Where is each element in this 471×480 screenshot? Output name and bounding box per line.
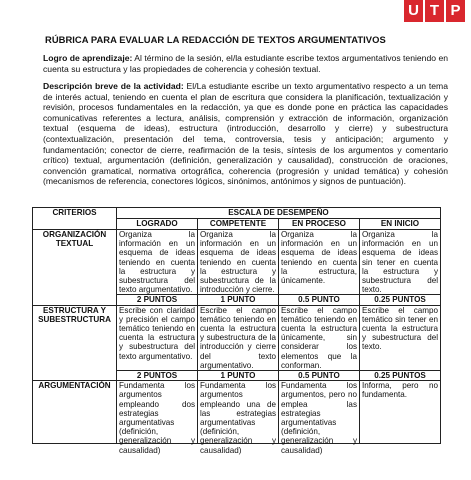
criterion-cell: ARGUMENTACIÓN <box>33 381 117 444</box>
criterios-header: CRITERIOS <box>33 208 117 230</box>
utp-logo <box>404 0 465 22</box>
logo-letter-u: U <box>404 0 423 22</box>
descriptor-text: Fundamenta los argumentos empleando una de las estrategias argumentativas (definición, generalización y causalidad) <box>200 381 276 455</box>
points-cell: 2 PUNTOS <box>117 295 198 305</box>
activity-description-text: El/La estudiante escribe un texto argumentativo respecto a un tema de interés actual, teniendo en cuenta el plan de escritura que considera la planificación, textualización y revisión, procesos fundamentales en la redacción, ya que es donde pone en práctica las capacidades comunicativas referentes a lectura, análisis, comprensión y extracción de información, organización textual (esquema de ideas), estructura (introducción, desarrollo y cierre) y subestructura (contextualización, presentación del tema, controversia, tesis y anticipación; argumento y fundamentación; conector de cierre, reafirmación de la tesis, síntesis de los argumentos y comentario crítico) textual, argumentación (definición, generalización y causalidad), construcción de oraciones, convención gramatical, normativa ortográfica, coherencia (progresión y unidad temática) y cohesión (mecanismos de referencia, conectores lógicos, sinónimos, antónimos y signos de puntuación). <box>43 81 448 187</box>
descriptor-cell: Escribe el campo temático sin tener en cuenta la estructura y subestructura del texto. <box>360 305 441 370</box>
descriptor-cell: Organiza la información en un esquema de ideas teniendo en cuenta la estructura y subestructura del texto argumentativo. <box>117 230 198 295</box>
table-row <box>33 305 441 370</box>
points-cell: 2 PUNTOS <box>117 371 198 381</box>
descriptor-text: Fundamenta los argumentos, pero no emplea las estrategias argumentativas (definición, generalización y causalidad) <box>281 381 357 455</box>
points-cell: 0.25 PUNTOS <box>360 295 441 305</box>
rubric-table <box>32 207 441 455</box>
descriptor-cell <box>279 381 360 455</box>
learning-outcome-paragraph <box>43 53 448 74</box>
learning-outcome-label: Logro de aprendizaje: <box>43 53 133 63</box>
points-cell: 0.5 PUNTO <box>279 295 360 305</box>
table-header-row <box>33 208 441 219</box>
level-header-competente: COMPETENTE <box>198 219 279 230</box>
descriptor-text: Informa, pero no fundamenta. <box>362 381 438 400</box>
activity-description-paragraph <box>43 81 448 187</box>
descriptor-cell: Escribe el campo temático teniendo en cuenta la estructura únicamente, sin considerar los elementos que la conforman. <box>279 305 360 370</box>
logo-letter-p: P <box>446 0 465 22</box>
descriptor-cell <box>360 381 441 444</box>
descriptor-cell: Escribe el campo temático teniendo en cuenta la estructura y subestructura de la introducción y cierre del texto argumentativo. <box>198 305 279 370</box>
level-header-logrado: LOGRADO <box>117 219 198 230</box>
learning-outcome-text: Al término de la sesión, el/la estudiante escribe textos argumentativos teniendo en cuenta su estructura y las propiedades de coherencia y cohesión textual. <box>43 53 448 74</box>
points-cell: 1 PUNTO <box>198 371 279 381</box>
points-cell: 0.5 PUNTO <box>279 371 360 381</box>
descriptor-cell: Escribe con claridad y precisión el campo temático teniendo en cuenta la estructura y subestructura del texto argumentativo. <box>117 305 198 370</box>
descriptor-cell: Organiza la información en un esquema de ideas sin tener en cuenta la estructura y subestructura del texto. <box>360 230 441 295</box>
logo-letter-t: T <box>425 0 444 22</box>
level-header-en-inicio: EN INICIO <box>360 219 441 230</box>
escala-header: ESCALA DE DESEMPEÑO <box>117 208 441 219</box>
points-cell: 1 PUNTO <box>198 295 279 305</box>
descriptor-cell <box>117 381 198 455</box>
criterion-cell: ESTRUCTURA Y SUBESTRUCTURA <box>33 305 117 381</box>
descriptor-text: Fundamenta los argumentos empleando dos estrategias argumentativas (definición, generalización y causalidad) <box>119 381 195 455</box>
descriptor-cell: Organiza la información en un esquema de ideas teniendo en cuenta la estructura y subestructura de la introducción y cierre. <box>198 230 279 295</box>
activity-description-label: Descripción breve de la actividad: <box>43 81 184 91</box>
descriptor-cell: Organiza la información en un esquema de ideas teniendo en cuenta la estructura, únicamente. <box>279 230 360 295</box>
level-header-en-proceso: EN PROCESO <box>279 219 360 230</box>
criterion-cell: ORGANIZACIÓN TEXTUAL <box>33 230 117 306</box>
points-cell: 0.25 PUNTOS <box>360 371 441 381</box>
table-row <box>33 230 441 295</box>
document-title: RÚBRICA PARA EVALUAR LA REDACCIÓN DE TEXTOS ARGUMENTATIVOS <box>45 34 386 45</box>
table-row <box>33 381 441 444</box>
descriptor-cell <box>198 381 279 455</box>
